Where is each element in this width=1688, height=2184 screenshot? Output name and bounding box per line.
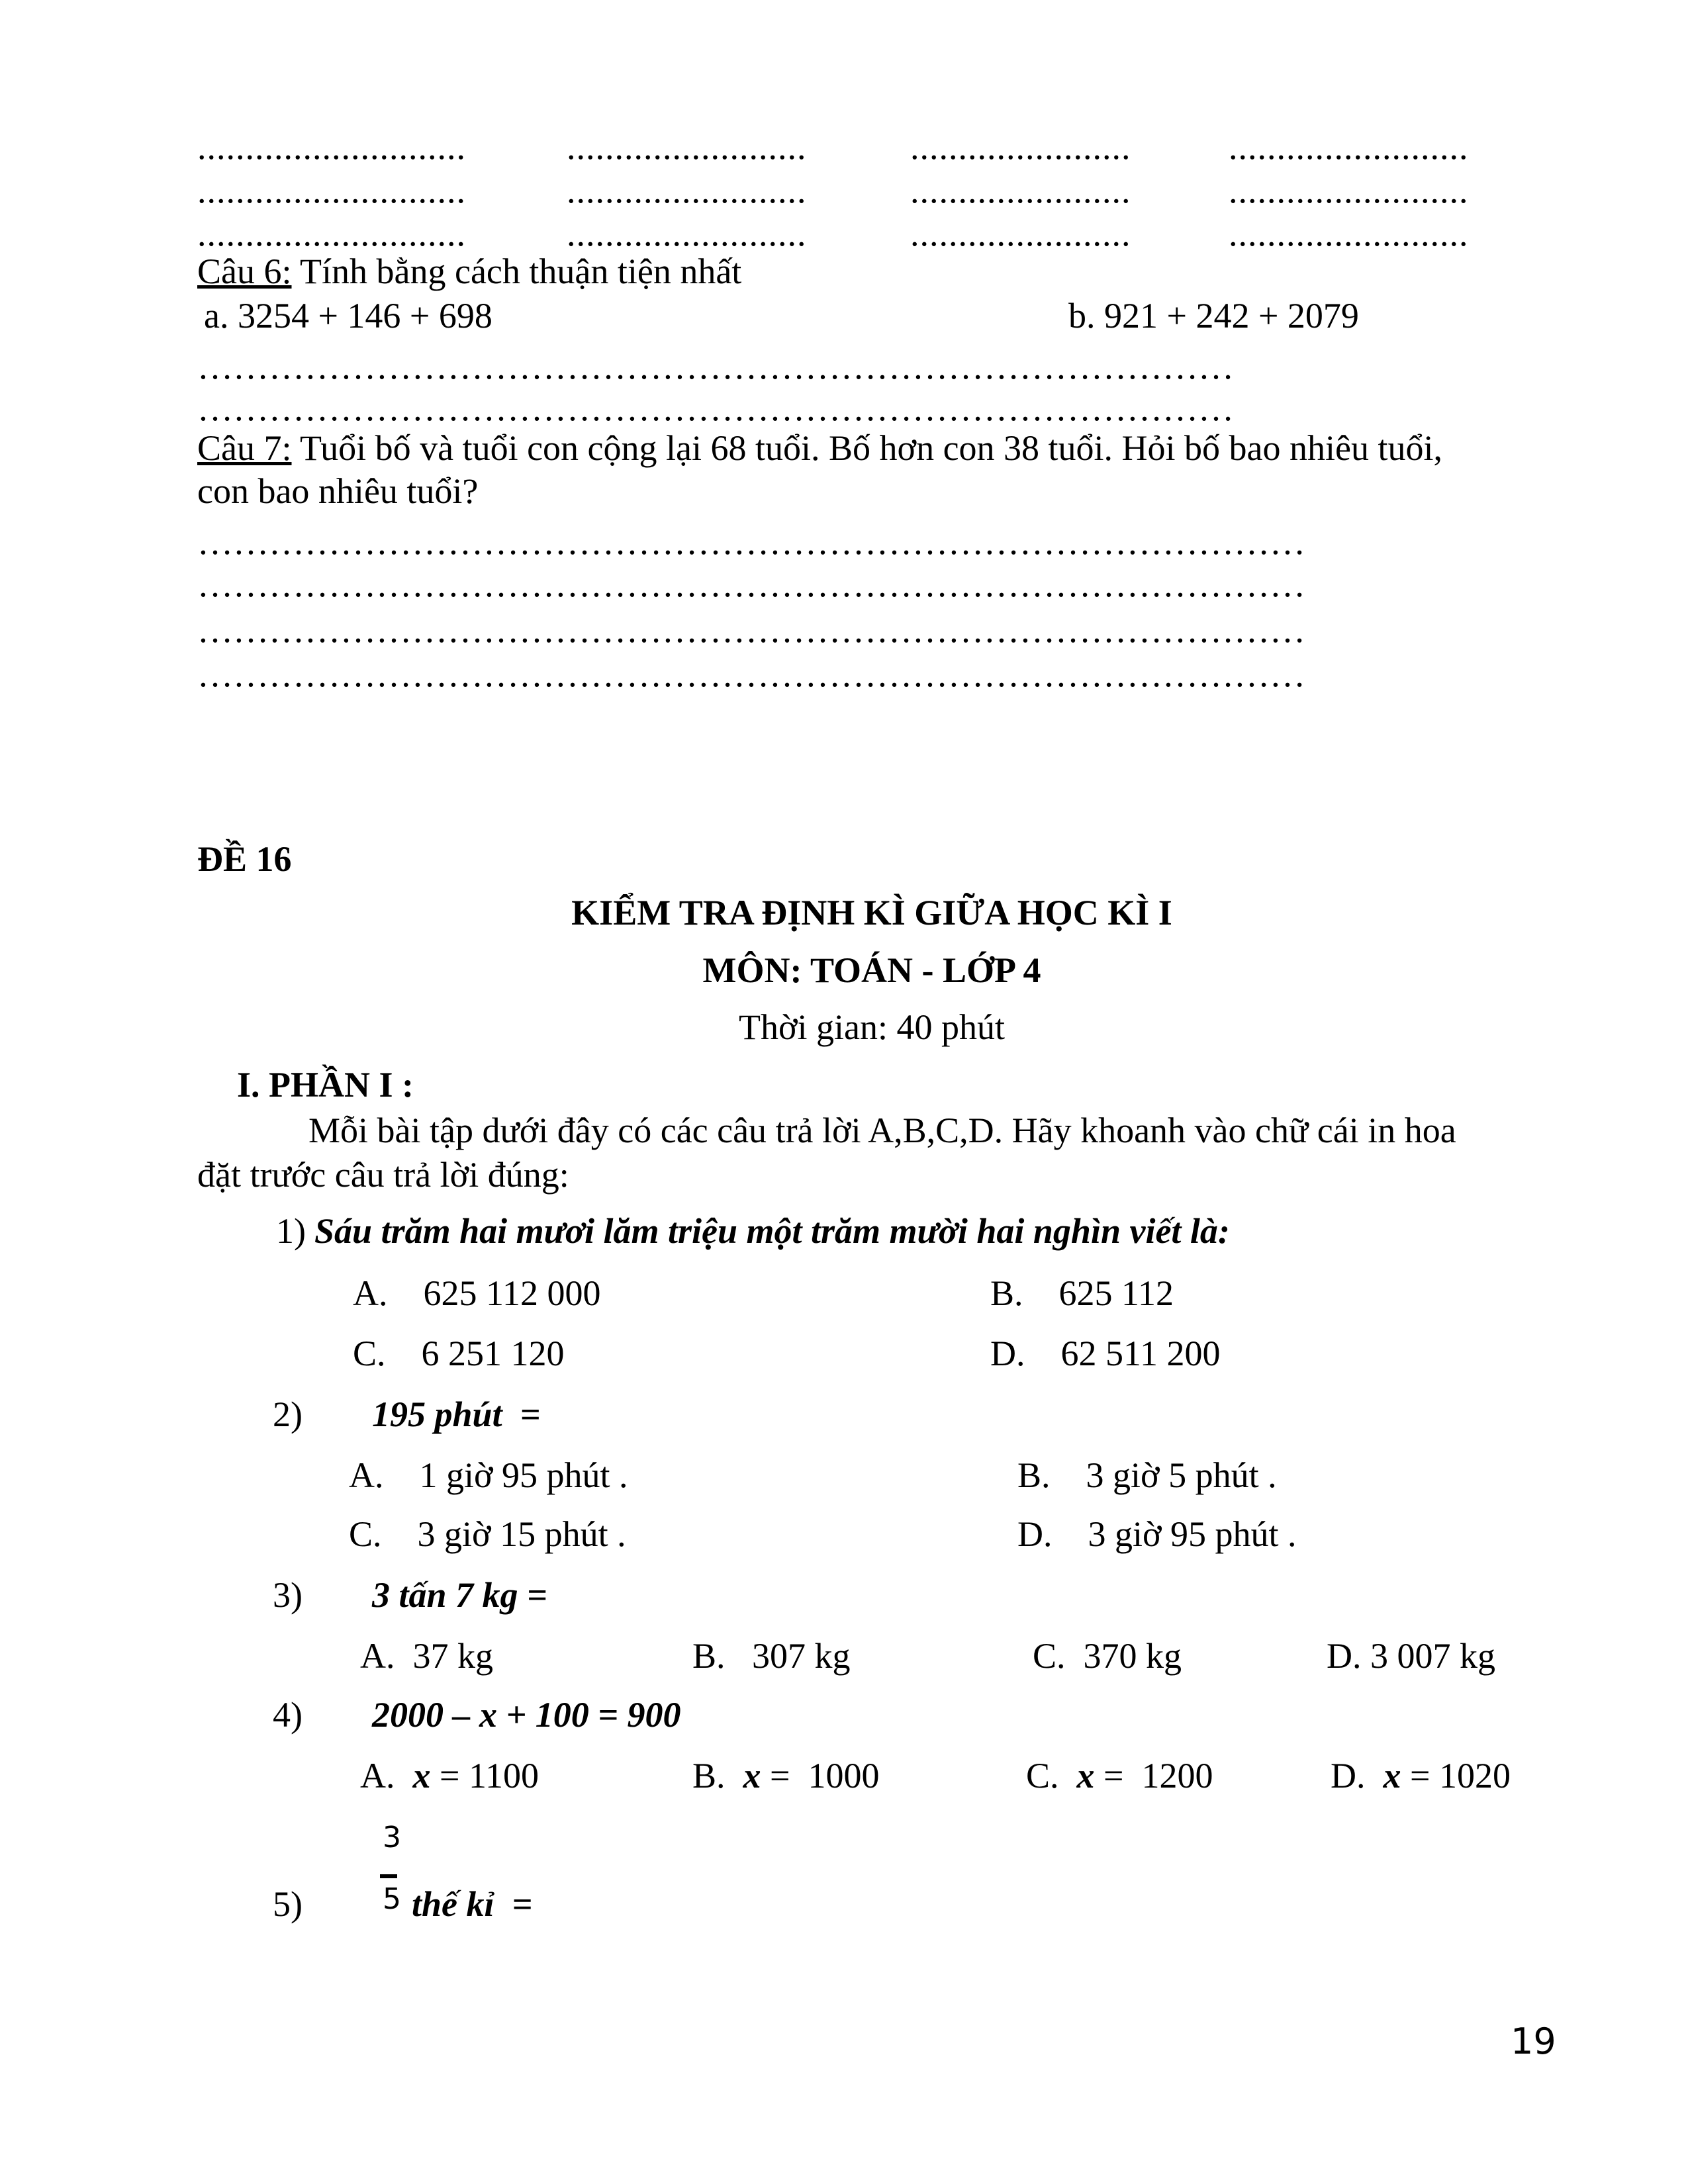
exam-title: KIỂM TRA ĐỊNH KÌ GIỮA HỌC KÌ I [571, 893, 1172, 933]
subject-value: : TOÁN - LỚP 4 [790, 950, 1041, 990]
option-letter: D. [1331, 1756, 1366, 1796]
option-a [360, 1758, 539, 1794]
answer-line: ………………………………………………………………………………… [197, 610, 1305, 650]
option-b: B. 307 kg [692, 1636, 851, 1676]
option-a: A. 1 giờ 95 phút . [349, 1455, 628, 1495]
question-6 [197, 253, 741, 289]
question-label: Câu 6: [197, 251, 292, 291]
question-text: Tính bằng cách thuận tiện nhất [291, 251, 742, 291]
dots: ......................... [1229, 214, 1469, 253]
dots: ......................... [567, 171, 807, 210]
option-a: A. 37 kg [360, 1636, 493, 1676]
option-a: A. 625 112 000 [353, 1273, 601, 1313]
option-c: C. 6 251 120 [353, 1334, 565, 1373]
variable: x [743, 1756, 761, 1796]
question-number: 3) [273, 1575, 303, 1615]
variable: x [412, 1756, 431, 1796]
q6-part-a: a. 3254 + 146 + 698 [204, 296, 492, 336]
fraction-numerator: 3 [383, 1821, 401, 1854]
exam-code: ĐỀ 16 [197, 839, 292, 879]
option-d: D. 3 007 kg [1327, 1636, 1495, 1676]
dots: ......................... [567, 127, 807, 167]
option-letter: A. [360, 1756, 395, 1796]
option-letter: B. [692, 1756, 726, 1796]
option-value: = 1020 [1401, 1756, 1511, 1796]
question-text: 3 tấn 7 kg = [372, 1575, 547, 1615]
dots: ............................ [197, 171, 466, 210]
instruction: đặt trước câu trả lời đúng: [197, 1155, 569, 1195]
option-b: B. 625 112 [990, 1273, 1174, 1313]
dots: ......................... [1229, 127, 1469, 167]
question-number: 5) [273, 1884, 303, 1924]
option-d: D. 3 giờ 95 phút . [1017, 1514, 1297, 1554]
question-text: 2000 – x + 100 = 900 [372, 1695, 681, 1735]
variable: x [1383, 1756, 1401, 1796]
q6-part-b: b. 921 + 242 + 2079 [1068, 296, 1359, 336]
option-value: = 1000 [761, 1756, 880, 1796]
option-value: = 1100 [430, 1756, 539, 1796]
option-c [1026, 1758, 1213, 1794]
option-b: B. 3 giờ 5 phút . [1017, 1455, 1277, 1495]
answer-line: …………………………………………………………………………… [197, 347, 1234, 387]
question-label: Câu 7: [197, 428, 292, 468]
part-heading: I. PHẦN I : [237, 1065, 414, 1105]
question-7 [197, 430, 1442, 466]
option-d [1331, 1758, 1511, 1794]
answer-line: ………………………………………………………………………………… [197, 655, 1305, 694]
question-number: 2) [273, 1394, 303, 1434]
answer-line: …………………………………………………………………………… [197, 388, 1234, 428]
option-c: C. 370 kg [1033, 1636, 1182, 1676]
exam-time: Thời gian: 40 phút [738, 1007, 1006, 1047]
fraction-bar [380, 1874, 397, 1878]
question-7-continued: con bao nhiêu tuổi? [197, 471, 479, 511]
dots: ............................ [197, 214, 466, 253]
question-text: 195 phút = [372, 1394, 541, 1434]
instruction: Mỗi bài tập dưới đây có các câu trả lời A,B,C,D. Hãy khoanh vào chữ cái in hoa [308, 1111, 1456, 1150]
answer-line: ………………………………………………………………………………… [197, 522, 1305, 562]
page-number: 19 [1511, 2021, 1556, 2062]
question-text: thế kỉ = [412, 1884, 533, 1924]
question-number: 1) [276, 1211, 306, 1251]
option-b [692, 1758, 880, 1794]
dots: ....................... [910, 171, 1131, 210]
option-c: C. 3 giờ 15 phút . [349, 1514, 626, 1554]
subject-label: MÔN [702, 950, 790, 990]
dots: ....................... [910, 127, 1131, 167]
fraction-denominator: 5 [383, 1882, 401, 1916]
option-letter: C. [1026, 1756, 1059, 1796]
answer-line: ………………………………………………………………………………… [197, 565, 1305, 604]
question-text: Sáu trăm hai mươi lăm triệu một trăm mười hai nghìn viết là: [314, 1211, 1230, 1251]
variable: x [1076, 1756, 1095, 1796]
question-number: 4) [273, 1695, 303, 1735]
option-value: = 1200 [1094, 1756, 1213, 1796]
exam-subject [0, 952, 1688, 988]
dots: ............................ [197, 127, 466, 167]
question-text: Tuổi bố và tuổi con cộng lại 68 tuổi. Bố hơn con 38 tuổi. Hỏi bố bao nhiêu tuổi, [291, 428, 1442, 468]
dots: ......................... [567, 214, 807, 253]
dots: ....................... [910, 214, 1131, 253]
option-d: D. 62 511 200 [990, 1334, 1221, 1373]
dots: ......................... [1229, 171, 1469, 210]
